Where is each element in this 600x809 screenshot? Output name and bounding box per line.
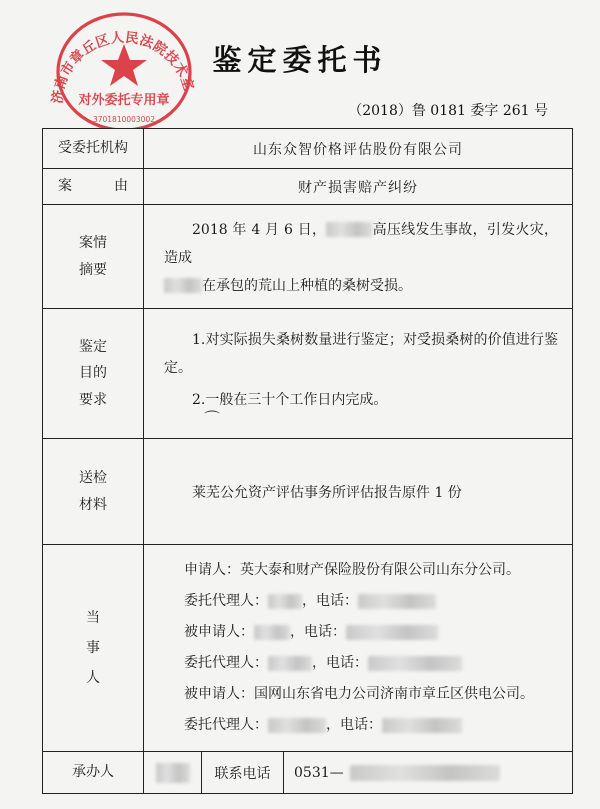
respondent-label: 被申请人： [184, 624, 254, 640]
summary-label-line-2: 摘要 [79, 261, 107, 278]
redacted-handler-phone [350, 765, 500, 781]
respondent-line-2 [184, 679, 572, 710]
materials-value: 莱芜公允资产评估事务所评估报告原件 1 份 [144, 439, 573, 545]
materials-label-line-1: 送检 [79, 469, 107, 486]
phone-label: 电话： [340, 717, 382, 733]
purpose-label-line-1: 鉴定 [79, 338, 107, 355]
summary-label-line-1: 案情 [79, 234, 107, 251]
respondent-agent-line-1: 委托代理人： ，电话： [184, 648, 572, 679]
case-value: 财产损害赔产纠纷 [144, 169, 573, 205]
materials-label [43, 439, 144, 545]
agent-label: 委托代理人： [184, 717, 268, 733]
redacted-respondent-name [254, 625, 290, 640]
materials-label-line-2: 材料 [79, 496, 107, 513]
purpose-text [144, 309, 573, 439]
redacted-agent-name [268, 718, 326, 733]
purpose-label [43, 309, 144, 439]
phone-label: 电话： [304, 624, 346, 640]
respondent-line-1: 被申请人： ，电话： [184, 617, 572, 648]
client-row [43, 129, 573, 169]
document-number: （2018）鲁 0181 委字 261 号 [348, 103, 548, 119]
handwritten-mark: ⌒ [204, 408, 221, 428]
case-label: 案 由 [43, 169, 144, 205]
summary-result: 在承包的荒山上种植的桑树受损。 [202, 277, 412, 294]
agent-label: 委托代理人： [184, 593, 268, 609]
redacted-agent-name [268, 594, 302, 609]
redacted-handler-name [156, 763, 190, 783]
parties-content [144, 545, 573, 752]
handler-phone-label: 联系电话 [202, 752, 284, 794]
seal-number: 3701810003002 [92, 115, 156, 124]
parties-row [43, 545, 573, 752]
case-row [43, 169, 573, 205]
applicant-label: 申请人： [184, 562, 240, 578]
summary-row [43, 205, 573, 309]
purpose-label-line-2: 目的 [79, 365, 107, 382]
summary-text [144, 205, 573, 309]
commission-form-table [42, 128, 573, 794]
purpose-item-1: 1.对实际损失桑树数量进行鉴定；对受损桑树的价值进行鉴定。 [164, 331, 559, 376]
phone-label: 电话： [326, 655, 368, 671]
summary-date: 2018 年 4 月 6 日， [192, 221, 327, 238]
redacted-phone [382, 718, 462, 733]
summary-label [43, 205, 144, 309]
handler-label: 承办人 [43, 752, 144, 794]
purpose-item-2: 2.一般在三十个工作日内完成。 [192, 391, 388, 408]
agent-label: 委托代理人： [184, 655, 268, 671]
seal-arc-text: 济南市章丘区人民法院技术室 [49, 29, 197, 105]
redacted-phone [346, 625, 438, 640]
redacted-name [164, 278, 202, 293]
parties-label-line-2: 事 [86, 640, 100, 656]
redacted-phone [368, 656, 462, 671]
respondent-2-name: 国网山东省电力公司济南市章丘区供电公司。 [254, 686, 534, 702]
parties-label [43, 545, 144, 752]
applicant-agent-line: 委托代理人： ，电话： [184, 586, 572, 617]
summary-event: 高压线发生事故，引发火灾，造成 [164, 221, 559, 266]
purpose-row [43, 309, 573, 439]
parties-label-line-1: 当 [86, 610, 100, 626]
parties-label-line-3: 人 [86, 670, 100, 686]
respondent-agent-line-2: 委托代理人： ，电话： [184, 710, 572, 741]
redacted-phone [358, 594, 436, 609]
handler-name-cell [144, 752, 202, 794]
materials-row [43, 439, 573, 545]
client-value: 山东众智价格评估股份有限公司 [144, 129, 573, 169]
applicant-line [184, 555, 572, 586]
document-title: 鉴定委托书 [212, 43, 388, 77]
respondent-label: 被申请人： [184, 686, 254, 702]
client-label: 受委托机构 [43, 129, 144, 169]
handler-phone-prefix: 0531— [294, 764, 344, 781]
applicant-name: 英大泰和财产保险股份有限公司山东分公司。 [240, 562, 520, 578]
phone-label: 电话： [316, 593, 358, 609]
redacted-location [326, 222, 372, 237]
handler-row [43, 752, 573, 794]
seal-inner-text: 对外委托专用章 [78, 93, 170, 108]
handler-phone-cell [284, 752, 573, 794]
purpose-label-line-3: 要求 [79, 391, 107, 408]
redacted-agent-name [268, 656, 312, 671]
